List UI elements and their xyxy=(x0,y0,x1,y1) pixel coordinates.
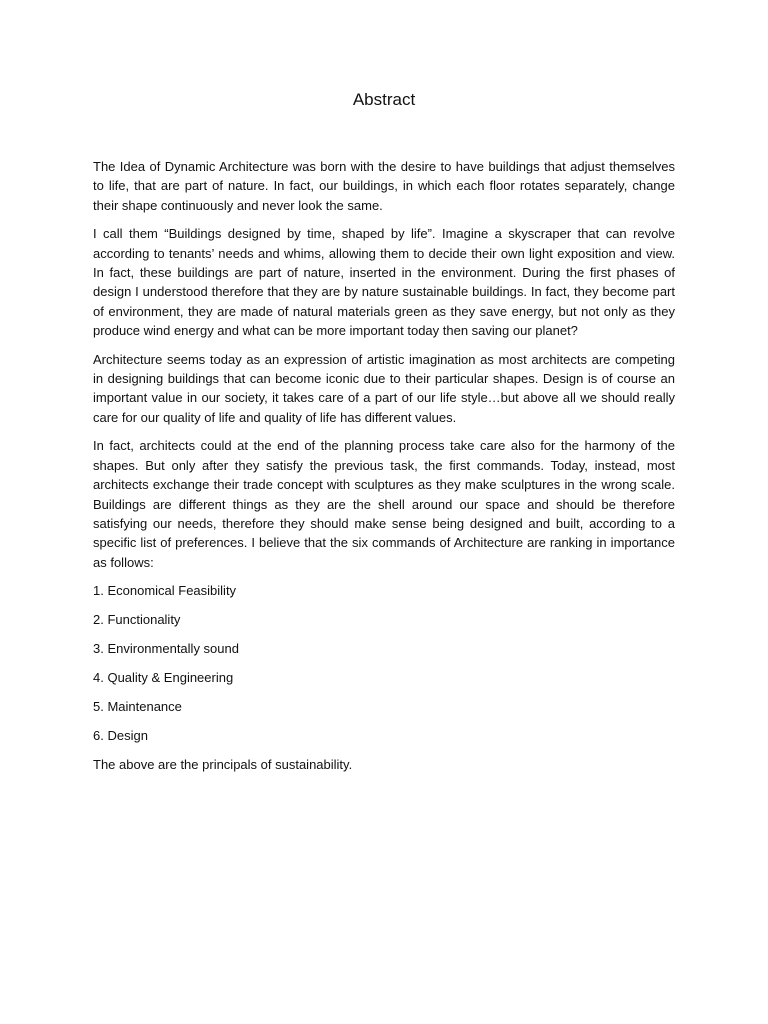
document-body xyxy=(93,157,675,784)
paragraph-six-commands: In fact, architects could at the end of the planning process take care also for the harmony of the shapes. But only after they satisfy the previous task, the first commands. Today, instead, most architects exchange their trade concept with sculptures as they make sculptures in the wrong scale. Buildings are different things as they are the shell around our space and should be therefore satisfying our needs, therefore they should make sense being designed and built, according to a specific list of preferences. I believe that the six commands of Architecture are ranking in importance as follows: xyxy=(93,438,675,570)
list-item: 4. Quality & Engineering xyxy=(93,670,234,686)
page-title: Abstract xyxy=(352,90,416,109)
list-item: 5. Maintenance xyxy=(93,699,182,715)
paragraph-intro: The Idea of Dynamic Architecture was born with the desire to have buildings that adjust themselves to life, that are part of nature. In fact, our buildings, in which each floor rotates separately, change their shape continuously and never look the same. xyxy=(93,159,675,213)
closing-paragraph: The above are the principals of sustainability. xyxy=(93,757,353,773)
commands-list xyxy=(93,581,675,745)
list-item: 1. Economical Feasibility xyxy=(93,583,237,599)
paragraph-buildings-designed-by-time: I call them “Buildings designed by time, shaped by life”. Imagine a skyscraper that can revolve according to tenants’ needs and whims, allowing them to decide their own light exposition and view. In fact, these buildings are part of nature, inserted in the environment. During the first phases of design I understood therefore that they are by nature sustainable buildings. In fact, they become part of environment, they are made of natural materials green as they save energy, but not only as they produce wind energy and what can be more important today then saving our planet? xyxy=(93,226,675,339)
list-item: 2. Functionality xyxy=(93,612,181,628)
list-item: 3. Environmentally sound xyxy=(93,641,239,657)
list-item: 6. Design xyxy=(93,728,148,744)
paragraph-architecture-today: Architecture seems today as an expression of artistic imagination as most architects are competing in designing buildings that can become iconic due to their particular shapes. Design is of course an important value in our society, it takes care of a part of our life style…but above all we should really care for our quality of life and quality of life has different values. xyxy=(93,351,675,425)
